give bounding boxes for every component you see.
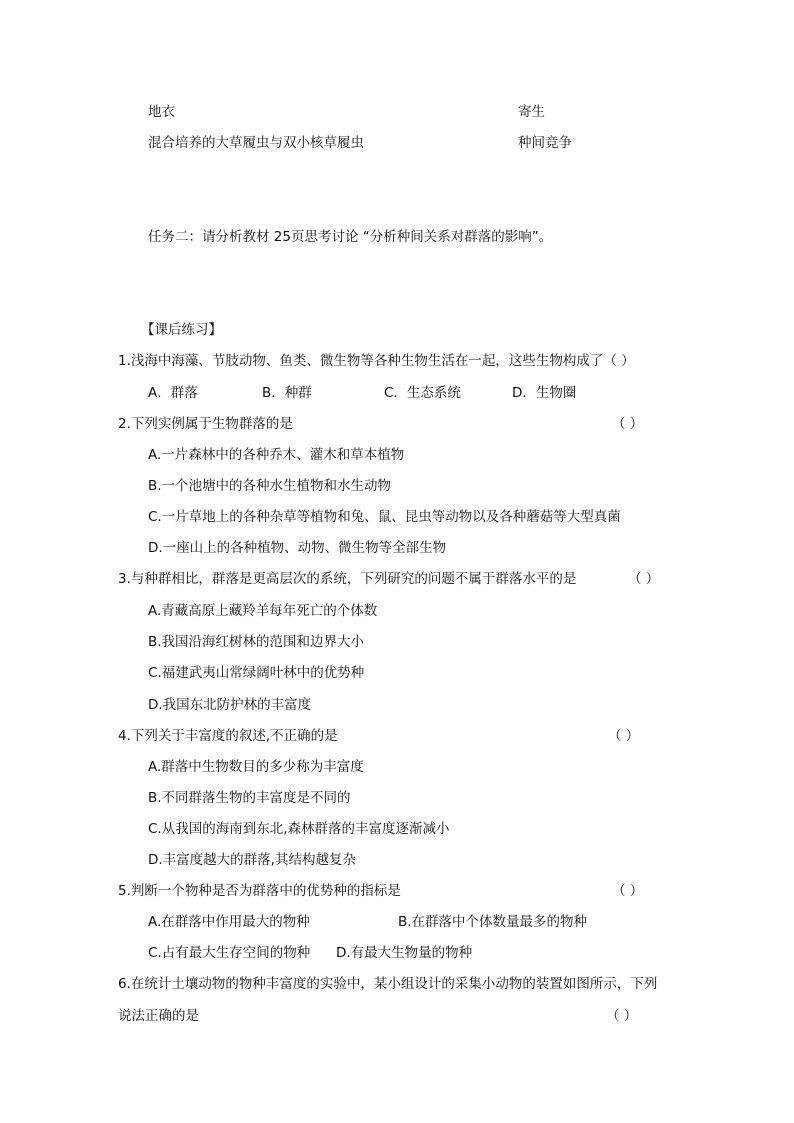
question-2-option-a: A.一片森林中的各种乔木、灌木和草本植物 xyxy=(148,447,405,463)
question-1-option-c: C．生态系统 xyxy=(384,385,461,401)
question-5-option-a: A.在群落中作用最大的物种 xyxy=(148,914,310,930)
question-3-stem: 3.与种群相比，群落是更高层次的系统，下列研究的问题不属于群落水平的是 xyxy=(118,571,577,587)
task-two-instruction: 任务二：请分析教材 25页思考讨论 “分析种间关系对群落的影响”。 xyxy=(148,229,553,245)
question-2-option-c: C.一片草地上的各种杂草等植物和兔、鼠、昆虫等动物以及各种蘑菇等大型真菌 xyxy=(148,509,621,525)
question-4-option-c: C.从我国的海南到东北,森林群落的丰富度逐渐减小 xyxy=(148,821,450,837)
question-6-answer-blank: （ ） xyxy=(606,1008,638,1024)
question-1-stem: 1.浅海中海藻、节肢动物、鱼类、微生物等各种生物生活在一起，这些生物构成了（ ） xyxy=(118,353,635,369)
question-4-option-d: D.丰富度越大的群落,其结构越复杂 xyxy=(148,852,356,868)
question-5-option-b: B.在群落中个体数量最多的物种 xyxy=(398,914,588,930)
question-1-option-b: B．种群 xyxy=(262,385,312,401)
question-5-option-c: C.占有最大生存空间的物种 xyxy=(148,945,311,961)
pair-1-organism: 地衣 xyxy=(148,104,175,120)
question-1-option-a: A．群落 xyxy=(148,385,198,401)
question-2-answer-blank: （ ） xyxy=(612,416,644,432)
question-2-option-b: B.一个池塘中的各种水生植物和水生动物 xyxy=(148,478,392,494)
question-3-answer-blank: （ ） xyxy=(628,571,660,587)
question-6-stem-line-2: 说法正确的是 xyxy=(118,1008,199,1024)
question-3-option-d: D.我国东北防护林的丰富度 xyxy=(148,697,312,713)
question-1-option-d: D．生物圈 xyxy=(512,385,577,401)
pair-2-organism: 混合培养的大草履虫与双小核草履虫 xyxy=(148,135,364,151)
question-4-option-a: A.群落中生物数目的多少称为丰富度 xyxy=(148,759,364,775)
question-5-option-d: D.有最大生物量的物种 xyxy=(336,945,473,961)
question-2-option-d: D.一座山上的各种植物、动物、微生物等全部生物 xyxy=(148,540,447,556)
question-3-option-a: A.青藏高原上藏羚羊每年死亡的个体数 xyxy=(148,603,378,619)
question-4-stem: 4.下列关于丰富度的叙述,不正确的是 xyxy=(118,728,338,744)
section-title: 【课后练习】 xyxy=(141,322,222,338)
question-5-stem: 5.判断一个物种是否为群落中的优势种的指标是 xyxy=(118,883,401,899)
pair-2-relation: 种间竞争 xyxy=(518,135,572,151)
pair-1-relation: 寄生 xyxy=(518,104,545,120)
question-3-option-c: C.福建武夷山常绿阔叶林中的优势种 xyxy=(148,665,365,681)
question-4-option-b: B.不同群落生物的丰富度是不同的 xyxy=(148,790,351,806)
question-6-stem-line-1: 6.在统计土壤动物的物种丰富度的实验中，某小组设计的采集小动物的装置如图所示，下列 xyxy=(118,976,658,992)
question-5-answer-blank: （ ） xyxy=(612,883,644,899)
question-3-option-b: B.我国沿海红树林的范围和边界大小 xyxy=(148,634,365,650)
question-4-answer-blank: （ ） xyxy=(608,728,640,744)
question-2-stem: 2.下列实例属于生物群落的是 xyxy=(118,416,293,432)
